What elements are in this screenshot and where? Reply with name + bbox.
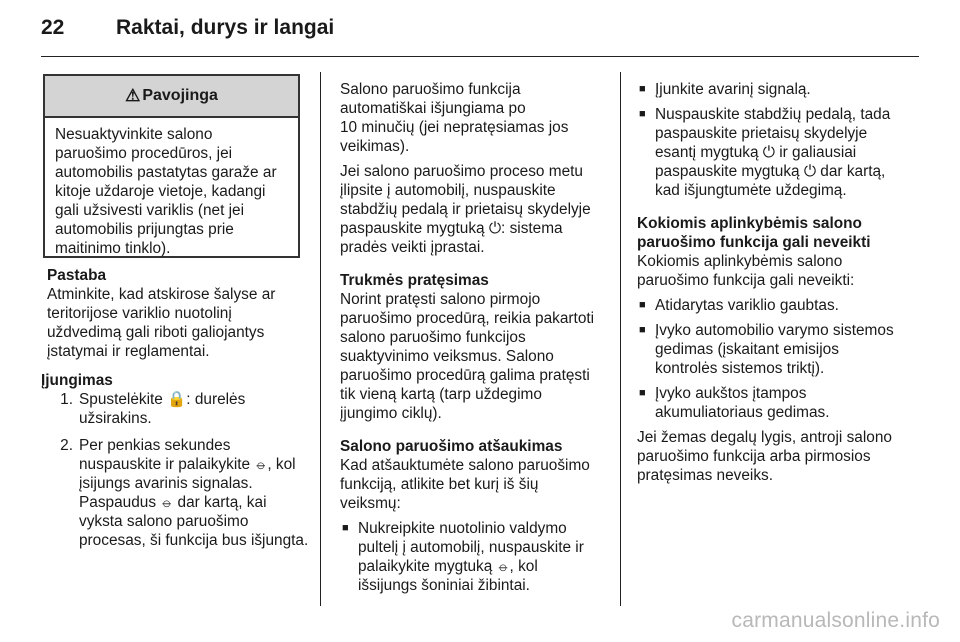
bullet-icon: ■ (639, 299, 646, 311)
section-title: Raktai, durys ir langai (116, 16, 335, 39)
bullet-icon: ■ (639, 387, 646, 399)
bullet-line: kontrolės sistemos triktį). (655, 360, 825, 377)
bullet-icon: ■ (342, 522, 349, 534)
note-heading: Pastaba (47, 267, 107, 284)
warning-triangle-icon: ⚠ (125, 86, 141, 105)
bullet-line: akumuliatoriaus gedimas. (655, 404, 830, 421)
para-line: Kad atšauktumėte salono paruošimo (340, 457, 590, 474)
bullet-line: esantį mygtuką ⏻ ir galiausiai (655, 144, 857, 161)
condition-bullet (637, 384, 919, 422)
para-line: Kokiomis aplinkybėmis salono (637, 253, 843, 270)
warning-line: automobilis prijungtas prie (55, 221, 234, 238)
enable-step-1 (47, 390, 311, 428)
bullet-line: paspauskite prietaisų skydelyje (655, 125, 868, 142)
cancel-bullet (340, 519, 612, 595)
para-line: suaktyvinimo veiksmus. Salono (340, 348, 554, 365)
para-line: tik vieną kartą (tarp uždegimo (340, 386, 542, 403)
para-line: pratęsimas neveiks. (637, 467, 774, 484)
enable-step-2 (47, 436, 311, 550)
para-line: stabdžių pedalą ir prietaisų skydelyje (340, 201, 591, 218)
step-line: nuspauskite ir palaikykite ⦵, kol (79, 456, 296, 473)
warning-title: Pavojinga (142, 87, 218, 104)
para-line: Jei žemas degalų lygis, antroji salono (637, 429, 892, 446)
bullet-icon: ■ (639, 324, 646, 336)
para-line: Norint pratęsti salono pirmojo (340, 291, 541, 308)
extend-heading: Trukmės pratęsimas (340, 272, 489, 289)
step-line: įsijungs avarinis signalas. (79, 475, 253, 492)
warning-text (45, 118, 298, 265)
para-line: salono paruošimo funkcijos (340, 329, 526, 346)
warning-line: Nesuaktyvinkite salono (55, 126, 213, 143)
note-line: teritorijose variklio nuotolinį (47, 305, 232, 322)
para-line: paspauskite mygtuką ⏻: sistema (340, 220, 563, 237)
warning-line: kitoje uždaroje vietoje, kadangi (55, 183, 266, 200)
right-column-text (637, 80, 919, 485)
step-line: Spustelėkite 🔒: durelės (79, 391, 246, 408)
bullet-line: Nukreipkite nuotolinio valdymo (358, 520, 567, 537)
bullet-line: Nuspauskite stabdžių pedalą, tada (655, 106, 891, 123)
bullet-line: paspauskite mygtuką ⏻ dar kartą, (655, 163, 886, 180)
bullet-line: palaikykite mygtuką ⦵, kol (358, 558, 538, 575)
warning-line: maitinimo tinklo). (55, 240, 171, 257)
para-line: paruošimo procedūrą galima pratęsti (340, 367, 590, 384)
bullet-icon: ■ (639, 108, 646, 120)
step-line: vyksta salono paruošimo (79, 513, 249, 530)
para-line: paruošimo funkcija arba pirmosios (637, 448, 871, 465)
step-line: Per penkias sekundes (79, 437, 231, 454)
step-line: procesas, ši funkcija bus išjungta. (79, 532, 309, 549)
bullet-line: Įjunkite avarinį signalą. (655, 81, 811, 98)
page-number: 22 (41, 16, 65, 39)
right-bullet (637, 105, 919, 200)
column-divider (620, 72, 621, 606)
para-line: Salono paruošimo funkcija (340, 81, 521, 98)
para-line: įjungimo ciklų). (340, 405, 442, 422)
conditions-heading: paruošimo funkcija gali neveikti (637, 234, 871, 251)
warning-header (45, 76, 298, 118)
header-rule (41, 56, 919, 57)
para-line: paruošimo procedūrą, reikia pakartoti (340, 310, 595, 327)
note-line: įstatymai ir reglamentai. (47, 343, 210, 360)
step-number: 2. (60, 437, 73, 454)
bullet-line: gedimas (įskaitant emisijos (655, 341, 839, 358)
middle-column-text (340, 80, 612, 595)
warning-line: gali užsivesti variklis (net jei (55, 202, 245, 219)
bullet-line: Įvyko automobilio varymo sistemos (655, 322, 894, 339)
para-line: veikimas). (340, 138, 410, 155)
step-number: 1. (60, 391, 73, 408)
warning-box (43, 74, 300, 258)
para-line: paruošimo funkcija gali neveikti: (637, 272, 855, 289)
bullet-line: pultelį į automobilį, nuspauskite ir (358, 539, 584, 556)
step-line: Paspaudus ⦵ dar kartą, kai (79, 494, 267, 511)
para-line: veiksmų: (340, 495, 401, 512)
bullet-icon: ■ (639, 83, 646, 95)
condition-bullet (637, 321, 919, 378)
step-line: užsirakins. (79, 410, 152, 427)
warning-line: automobilis pastatytas garaže ar (55, 164, 277, 181)
conditions-heading: Kokiomis aplinkybėmis salono (637, 215, 862, 232)
bullet-line: išsijungs šoniniai žibintai. (358, 577, 530, 594)
condition-bullet (637, 296, 919, 315)
para-line: pradės veikti įprastai. (340, 239, 485, 256)
column-divider (320, 72, 321, 606)
note-line: Atminkite, kad atskirose šalyse ar (47, 286, 276, 303)
bullet-line: kad išjungtumėte uždegimą. (655, 182, 847, 199)
enable-heading: Įjungimas (41, 372, 113, 389)
bullet-line: Įvyko aukštos įtampos (655, 385, 807, 402)
watermark: carmanualsonline.info (731, 609, 940, 632)
cancel-heading: Salono paruošimo atšaukimas (340, 438, 563, 455)
bullet-line: Atidarytas variklio gaubtas. (655, 297, 839, 314)
warning-line: paruošimo procedūros, jei (55, 145, 233, 162)
note-line: uždvedimą gali riboti galiojantys (47, 324, 265, 341)
left-column-text (41, 266, 311, 550)
para-line: įlipsite į automobilį, nuspauskite (340, 182, 556, 199)
para-line: funkciją, atlikite bet kurį iš šių (340, 476, 539, 493)
right-bullet (637, 80, 919, 99)
para-line: Jei salono paruošimo proceso metu (340, 163, 583, 180)
para-line: automatiškai išjungiama po (340, 100, 526, 117)
para-line: 10 minučių (jei nepratęsiamas jos (340, 119, 569, 136)
